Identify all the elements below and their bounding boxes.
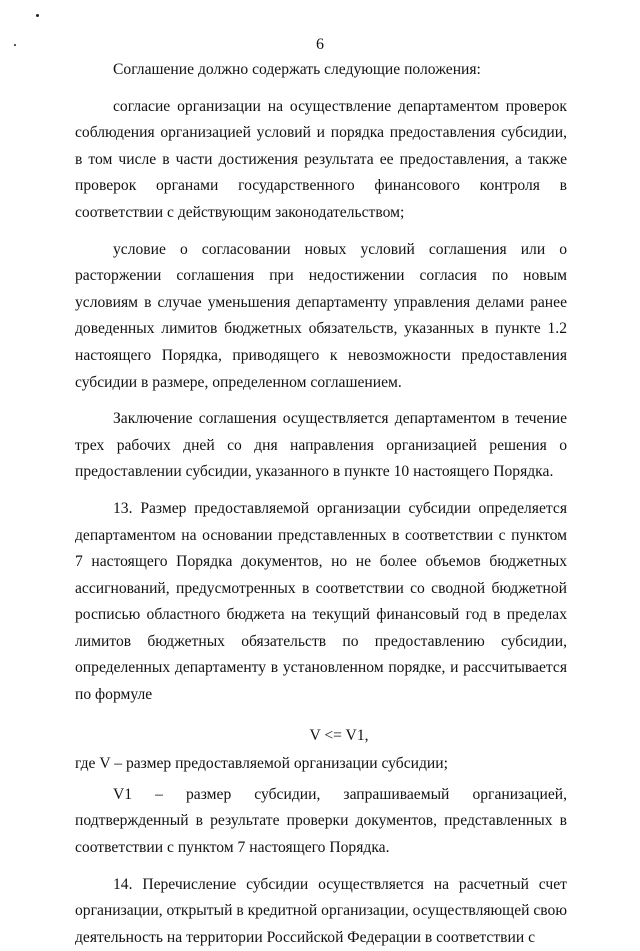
paragraph-where: где V – размер предоставляемой организации субсидии; (75, 755, 448, 773)
paragraph-13: 13. Размер предоставляемой организации субсидии определяется департаментом на основании представленных в соответствии с пунктом 7 настоящего Порядка документов, но не более объемов бюджетных ассигнований, предусмотренных в соответствии со сводной бюджетной росписью областного бюджета на текущий финансовый год в пределах лимитов бюджетных обязательств по предоставлению субсидии, определенных департаменту в установленном порядке, и рассчитывается по формуле (75, 499, 567, 704)
paragraph-intro: Соглашение должно содержать следующие положения: (113, 61, 481, 78)
page-number: 6 (316, 36, 324, 53)
paragraph-consent: согласие организации на осуществление департаментом проверок соблюдения организацией условий и порядка предоставления субсидии, в том числе в части достижения результата ее предоставления, а также проверок органами государственного финансового контроля в соответствии с действующим законодательством; (75, 97, 567, 221)
paragraph-v1: V1 – размер субсидии, запрашиваемый организацией, подтвержденный в результате проверки документов, представленных в соответствии с пунктом 7 настоящего Порядка. (75, 785, 567, 857)
body-text (75, 57, 567, 951)
formula: V <= V1, (309, 726, 369, 744)
paragraph-condition: условие о согласовании новых условий соглашения или о расторжении соглашения при недостижении согласия по новым условиям в случае уменьшения департаменту управления делами ранее доведенных лимитов бюджетных обязательств, указанных в пункте 1.2 настоящего Порядка, приводящего к невозможности предоставления субсидии в размере, определенном соглашением. (75, 240, 567, 391)
paragraph-conclusion: Заключение соглашения осуществляется департаментом в течение трех рабочих дней со дня направления организацией решения о предоставлении субсидии, указанного в пункте 10 настоящего Порядка. (75, 410, 567, 481)
paragraph-14: 14. Перечисление субсидии осуществляется на расчетный счет организации, открытый в кредитной организации, осуществляющей свою деятельность на территории Российской Федерации в соответствии с (75, 875, 567, 946)
scan-speck (36, 14, 39, 17)
